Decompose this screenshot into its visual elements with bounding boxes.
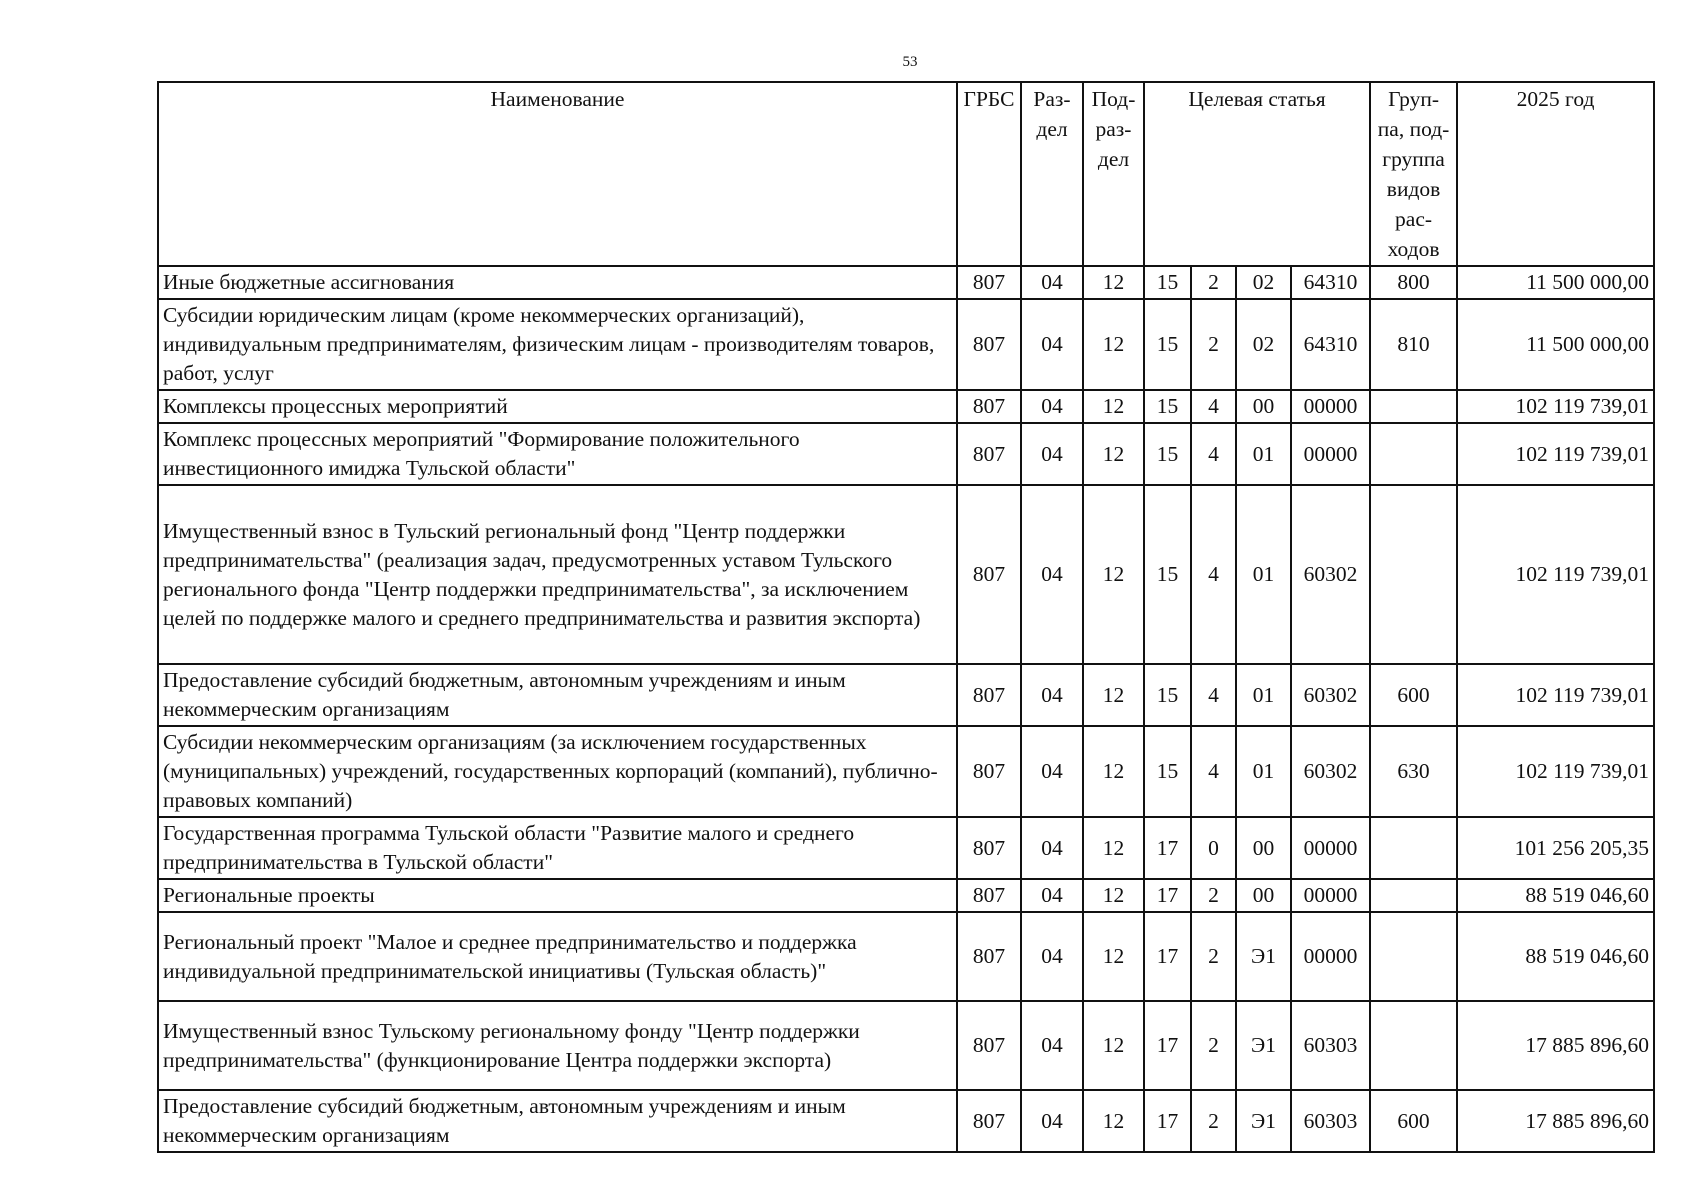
header-year: 2025 год xyxy=(1457,82,1654,266)
row-razdel: 04 xyxy=(1021,664,1083,726)
row-expense-group: 630 xyxy=(1370,726,1457,817)
row-target-type: 0 xyxy=(1191,817,1236,879)
row-target-subprogram: 01 xyxy=(1236,726,1291,817)
row-grbs: 807 xyxy=(957,299,1021,390)
table-row xyxy=(158,299,1654,390)
row-grbs: 807 xyxy=(957,912,1021,1001)
row-target-direction: 00000 xyxy=(1291,879,1370,912)
row-razdel: 04 xyxy=(1021,879,1083,912)
row-expense-group: 810 xyxy=(1370,299,1457,390)
row-name: Предоставление субсидий бюджетным, автономным учреждениям и иным некоммерческим организациям xyxy=(158,1090,957,1152)
row-target-type: 2 xyxy=(1191,879,1236,912)
row-target-direction: 60303 xyxy=(1291,1001,1370,1090)
row-amount: 102 119 739,01 xyxy=(1457,664,1654,726)
row-target-subprogram: Э1 xyxy=(1236,1090,1291,1152)
row-target-direction: 60302 xyxy=(1291,726,1370,817)
row-grbs: 807 xyxy=(957,817,1021,879)
row-target-direction: 00000 xyxy=(1291,390,1370,423)
row-target-direction: 60302 xyxy=(1291,485,1370,664)
row-razdel: 04 xyxy=(1021,912,1083,1001)
row-target-program: 17 xyxy=(1144,1090,1191,1152)
header-podrazdel: Под- раз- дел xyxy=(1083,82,1144,266)
row-target-program: 17 xyxy=(1144,1001,1191,1090)
row-name: Имущественный взнос Тульскому региональному фонду "Центр поддержки предпринимательства" (функционирование Центра поддержки экспорта) xyxy=(158,1001,957,1090)
row-podrazdel: 12 xyxy=(1083,1090,1144,1152)
table-row xyxy=(158,664,1654,726)
header-razdel: Раз- дел xyxy=(1021,82,1083,266)
row-target-direction: 60303 xyxy=(1291,1090,1370,1152)
row-expense-group xyxy=(1370,817,1457,879)
table-row xyxy=(158,423,1654,485)
row-target-program: 17 xyxy=(1144,817,1191,879)
row-target-direction: 64310 xyxy=(1291,266,1370,299)
row-target-type: 4 xyxy=(1191,485,1236,664)
row-target-program: 17 xyxy=(1144,912,1191,1001)
row-amount: 102 119 739,01 xyxy=(1457,423,1654,485)
row-razdel: 04 xyxy=(1021,266,1083,299)
row-expense-group: 600 xyxy=(1370,664,1457,726)
table-row xyxy=(158,912,1654,1001)
row-target-subprogram: 02 xyxy=(1236,266,1291,299)
row-expense-group xyxy=(1370,485,1457,664)
row-target-direction: 64310 xyxy=(1291,299,1370,390)
header-expense-group: Груп- па, под- группа видов рас- ходов xyxy=(1370,82,1457,266)
table-row xyxy=(158,879,1654,912)
row-grbs: 807 xyxy=(957,266,1021,299)
row-podrazdel: 12 xyxy=(1083,912,1144,1001)
row-target-program: 17 xyxy=(1144,879,1191,912)
table-row xyxy=(158,1001,1654,1090)
row-grbs: 807 xyxy=(957,1090,1021,1152)
row-target-subprogram: 01 xyxy=(1236,423,1291,485)
table-header-row xyxy=(158,82,1654,266)
row-name: Субсидии некоммерческим организациям (за исключением государственных (муниципальных) учреждений, государственных корпораций (компаний), публично-правовых компаний) xyxy=(158,726,957,817)
row-amount: 102 119 739,01 xyxy=(1457,726,1654,817)
row-target-type: 4 xyxy=(1191,664,1236,726)
row-podrazdel: 12 xyxy=(1083,1001,1144,1090)
row-razdel: 04 xyxy=(1021,817,1083,879)
table-row xyxy=(158,1090,1654,1152)
row-razdel: 04 xyxy=(1021,1001,1083,1090)
row-target-type: 4 xyxy=(1191,390,1236,423)
row-podrazdel: 12 xyxy=(1083,879,1144,912)
row-podrazdel: 12 xyxy=(1083,299,1144,390)
row-target-program: 15 xyxy=(1144,485,1191,664)
row-target-program: 15 xyxy=(1144,423,1191,485)
row-grbs: 807 xyxy=(957,485,1021,664)
row-target-subprogram: 01 xyxy=(1236,485,1291,664)
row-expense-group xyxy=(1370,390,1457,423)
table-row xyxy=(158,485,1654,664)
row-podrazdel: 12 xyxy=(1083,266,1144,299)
row-amount: 17 885 896,60 xyxy=(1457,1090,1654,1152)
row-amount: 88 519 046,60 xyxy=(1457,879,1654,912)
row-target-subprogram: 01 xyxy=(1236,664,1291,726)
row-razdel: 04 xyxy=(1021,299,1083,390)
row-amount: 11 500 000,00 xyxy=(1457,266,1654,299)
row-podrazdel: 12 xyxy=(1083,423,1144,485)
row-target-direction: 60302 xyxy=(1291,664,1370,726)
page-number: 53 xyxy=(902,54,918,70)
row-amount: 102 119 739,01 xyxy=(1457,390,1654,423)
row-grbs: 807 xyxy=(957,390,1021,423)
header-target-article: Целевая статья xyxy=(1144,82,1370,266)
row-podrazdel: 12 xyxy=(1083,390,1144,423)
row-expense-group: 800 xyxy=(1370,266,1457,299)
row-target-program: 15 xyxy=(1144,266,1191,299)
row-razdel: 04 xyxy=(1021,1090,1083,1152)
row-target-type: 2 xyxy=(1191,266,1236,299)
row-target-program: 15 xyxy=(1144,299,1191,390)
row-name: Региональный проект "Малое и среднее предпринимательство и поддержка индивидуальной предпринимательской инициативы (Тульская область)" xyxy=(158,912,957,1001)
row-name: Иные бюджетные ассигнования xyxy=(158,266,957,299)
row-expense-group xyxy=(1370,912,1457,1001)
row-target-subprogram: Э1 xyxy=(1236,912,1291,1001)
row-target-type: 4 xyxy=(1191,726,1236,817)
row-grbs: 807 xyxy=(957,726,1021,817)
row-name: Региональные проекты xyxy=(158,879,957,912)
row-podrazdel: 12 xyxy=(1083,485,1144,664)
row-grbs: 807 xyxy=(957,664,1021,726)
row-name: Имущественный взнос в Тульский региональный фонд "Центр поддержки предпринимательства" (реализация задач, предусмотренных уставом Тульского регионального фонда "Центр поддержки предпринимательства", за исключением целей по поддержке малого и среднего предпринимательства и развития экспорта) xyxy=(158,485,957,664)
row-razdel: 04 xyxy=(1021,423,1083,485)
row-target-direction: 00000 xyxy=(1291,423,1370,485)
row-expense-group xyxy=(1370,423,1457,485)
row-amount: 17 885 896,60 xyxy=(1457,1001,1654,1090)
row-target-subprogram: 00 xyxy=(1236,390,1291,423)
row-target-subprogram: 02 xyxy=(1236,299,1291,390)
row-podrazdel: 12 xyxy=(1083,726,1144,817)
table-row xyxy=(158,390,1654,423)
row-target-type: 2 xyxy=(1191,1090,1236,1152)
row-target-direction: 00000 xyxy=(1291,912,1370,1001)
row-razdel: 04 xyxy=(1021,726,1083,817)
row-expense-group xyxy=(1370,1001,1457,1090)
row-target-type: 2 xyxy=(1191,912,1236,1001)
row-razdel: 04 xyxy=(1021,485,1083,664)
row-target-type: 2 xyxy=(1191,299,1236,390)
row-target-program: 15 xyxy=(1144,726,1191,817)
row-target-type: 2 xyxy=(1191,1001,1236,1090)
row-amount: 101 256 205,35 xyxy=(1457,817,1654,879)
row-target-program: 15 xyxy=(1144,390,1191,423)
row-name: Комплексы процессных мероприятий xyxy=(158,390,957,423)
row-grbs: 807 xyxy=(957,879,1021,912)
row-expense-group: 600 xyxy=(1370,1090,1457,1152)
row-amount: 88 519 046,60 xyxy=(1457,912,1654,1001)
row-razdel: 04 xyxy=(1021,390,1083,423)
table-row xyxy=(158,266,1654,299)
row-amount: 11 500 000,00 xyxy=(1457,299,1654,390)
row-grbs: 807 xyxy=(957,423,1021,485)
header-name: Наименование xyxy=(158,82,957,266)
budget-table xyxy=(157,81,1655,1153)
table-row xyxy=(158,817,1654,879)
row-name: Комплекс процессных мероприятий "Формирование положительного инвестиционного имиджа Тульской области" xyxy=(158,423,957,485)
row-name: Государственная программа Тульской области "Развитие малого и среднего предпринимательства в Тульской области" xyxy=(158,817,957,879)
row-podrazdel: 12 xyxy=(1083,664,1144,726)
row-target-subprogram: 00 xyxy=(1236,817,1291,879)
table-row xyxy=(158,726,1654,817)
row-target-subprogram: Э1 xyxy=(1236,1001,1291,1090)
row-amount: 102 119 739,01 xyxy=(1457,485,1654,664)
row-name: Предоставление субсидий бюджетным, автономным учреждениям и иным некоммерческим организациям xyxy=(158,664,957,726)
header-grbs: ГРБС xyxy=(957,82,1021,266)
row-name: Субсидии юридическим лицам (кроме некоммерческих организаций), индивидуальным предпринимателям, физическим лицам - производителям товаров, работ, услуг xyxy=(158,299,957,390)
row-grbs: 807 xyxy=(957,1001,1021,1090)
row-expense-group xyxy=(1370,879,1457,912)
row-target-program: 15 xyxy=(1144,664,1191,726)
row-podrazdel: 12 xyxy=(1083,817,1144,879)
row-target-subprogram: 00 xyxy=(1236,879,1291,912)
row-target-direction: 00000 xyxy=(1291,817,1370,879)
row-target-type: 4 xyxy=(1191,423,1236,485)
